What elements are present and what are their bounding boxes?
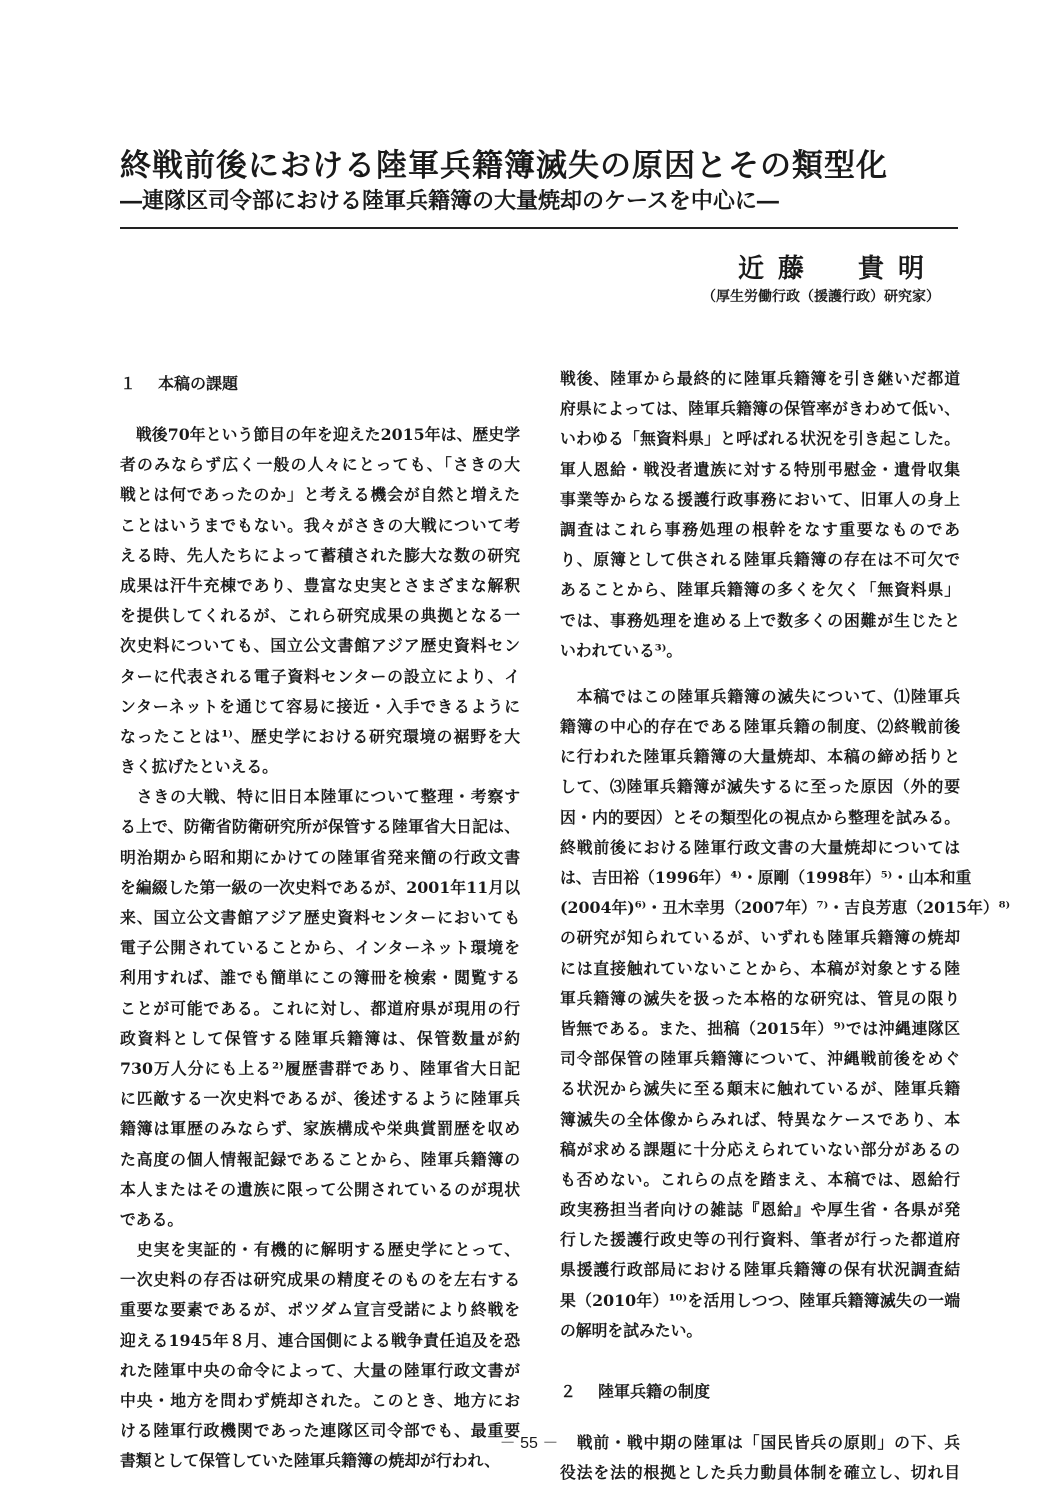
section-1-title: 本稿の課題 xyxy=(158,374,239,393)
text-line: る上で、防衛省防衛研究所が保管する陸軍省大日記は、 xyxy=(120,817,520,837)
text-line: の解明を試みたい。 xyxy=(560,1320,703,1340)
text-line: 者のみならず広く一般の人々にとっても、「さきの大 xyxy=(120,455,520,475)
text-line: 書類として保管していた陸軍兵籍簿の焼却が行われ、 xyxy=(120,1451,501,1471)
text-line: 本人またはその遺族に限って公開されているのが現状 xyxy=(120,1179,520,1199)
paper-title: 終戦前後における陸軍兵籍簿滅失の原因とその類型化 xyxy=(120,148,888,184)
text-line: 稿が求める課題に十分応えられていない部分があるの xyxy=(560,1139,960,1159)
text-line: に行われた陸軍兵籍簿の大量焼却、本稿の締め括りと xyxy=(560,747,960,767)
text-line: して、⑶陸軍兵籍簿が滅失するに至った原因（外的要 xyxy=(560,777,960,797)
page-number: － 55 － xyxy=(499,1435,559,1452)
text-line: 軍人恩給・戦没者遺族に対する特別弔慰金・遺骨収集 xyxy=(560,459,960,479)
text-line: 因・内的要因）とその類型化の視点から整理を試みる。 xyxy=(560,807,960,827)
text-line: 果（2010年）¹⁰⁾を活用しつつ、陸軍兵籍簿滅失の一端 xyxy=(560,1290,960,1310)
text-line: 成果は汗牛充棟であり、豊富な史実とさまざまな解釈 xyxy=(120,575,520,595)
text-line: 籍簿の中心的存在である陸軍兵籍の制度、⑵終戦前後 xyxy=(560,717,960,737)
text-line: 行した援護行政史等の刊行資料、筆者が行った都道府 xyxy=(560,1230,960,1250)
right-column xyxy=(560,364,1011,1488)
section-1-heading xyxy=(120,364,520,404)
text-line: では、事務処理を進める上で数多くの困難が生じたと xyxy=(560,610,960,630)
text-line: 調査はこれら事務処理の根幹をなす重要なものであ xyxy=(560,519,960,539)
text-line: 府県によっては、陸軍兵籍簿の保管率がきわめて低い、 xyxy=(560,399,960,419)
text-line: 役法を法的根拠とした兵力動員体制を確立し、切れ目 xyxy=(560,1463,960,1483)
text-line: 来、国立公文書館アジア歴史資料センターにおいても xyxy=(120,908,520,927)
text-line: 明治期から昭和期にかけての陸軍省発来簡の行政文書 xyxy=(120,847,520,867)
text-line: を編綴した第一級の一次史料であるが、2001年11月以 xyxy=(120,877,520,897)
author-affiliation: （厚生労働行政（援護行政）研究家） xyxy=(702,289,940,305)
left-column xyxy=(120,364,520,1477)
text-line: なったことは¹⁾、歴史学における研究環境の裾野を大 xyxy=(120,726,520,746)
text-line: た高度の個人情報記録であることから、陸軍兵籍簿の xyxy=(120,1149,520,1169)
text-line: 皆無である。また、拙稿（2015年）⁹⁾では沖縄連隊区 xyxy=(560,1018,960,1038)
text-line: 重要な要素であるが、ポツダム宣言受諾により終戦を xyxy=(120,1300,520,1320)
text-line: きく拡げたといえる。 xyxy=(120,757,278,777)
text-line: には直接触れていないことから、本稿が対象とする陸 xyxy=(560,958,960,978)
text-line: 730万人分にも上る²⁾履歴書群であり、陸軍省大日記 xyxy=(120,1058,520,1078)
section-2-title: 陸軍兵籍の制度 xyxy=(598,1382,711,1401)
text-line: さきの大戦、特に旧日本陸軍について整理・考察す xyxy=(120,787,520,807)
text-line: る状況から滅失に至る顛末に触れているが、陸軍兵籍 xyxy=(560,1079,960,1099)
text-line: である。 xyxy=(120,1209,184,1229)
text-line: 戦とは何であったのか」と考える機会が自然と増えた xyxy=(120,485,520,505)
text-line: 本稿ではこの陸軍兵籍簿の滅失について、⑴陸軍兵 xyxy=(560,686,960,706)
text-line: 中央・地方を問わず焼却された。このとき、地方にお xyxy=(120,1391,520,1410)
text-line: も否めない。これらの点を踏まえ、本稿では、恩給行 xyxy=(560,1169,960,1189)
text-line: いわれている³⁾。 xyxy=(560,640,683,660)
text-line: の研究が知られているが、いずれも陸軍兵籍簿の焼却 xyxy=(560,928,960,948)
right-paragraph-a xyxy=(560,364,960,666)
paper-subtitle: ―連隊区司令部における陸軍兵籍簿の大量焼却のケースを中心に― xyxy=(120,188,779,214)
text-line: 電子公開されていることから、インターネット環境を xyxy=(120,938,520,958)
text-line: いわゆる「無資料県」と呼ばれる状況を引き起こした。 xyxy=(560,429,960,449)
text-line: 終戦前後における陸軍行政文書の大量焼却については xyxy=(560,837,960,857)
text-line: ことはいうまでもない。我々がさきの大戦について考 xyxy=(120,515,520,535)
text-line: 史実を実証的・有機的に解明する歴史学にとって、 xyxy=(120,1240,520,1260)
text-line: 軍兵籍簿の滅失を扱った本格的な研究は、管見の限り xyxy=(560,988,960,1008)
section-2-heading xyxy=(560,1372,960,1412)
text-line: 籍簿は軍歴のみならず、家族構成や栄典賞罰歴を収め xyxy=(120,1119,520,1139)
text-line: ンターネットを通じて容易に接近・入手できるように xyxy=(120,696,520,716)
text-line: 戦後、陸軍から最終的に陸軍兵籍簿を引き継いだ都道 xyxy=(560,369,960,388)
right-paragraph-b xyxy=(560,682,1011,1346)
text-line: (2004年)⁶⁾・丑木幸男（2007年）⁷⁾・吉良芳恵（2015年）⁸⁾ xyxy=(560,898,1011,918)
text-line: 政資料として保管する陸軍兵籍簿は、保管数量が約 xyxy=(120,1028,520,1048)
text-line: 戦後70年という節目の年を迎えた2015年は、歴史学 xyxy=(120,425,520,444)
text-line: 戦前・戦中期の陸軍は「国民皆兵の原則」の下、兵 xyxy=(560,1433,960,1452)
text-line: は、吉田裕（1996年）⁴⁾・原剛（1998年）⁵⁾・山本和重 xyxy=(560,868,972,887)
text-line: を提供してくれるが、これら研究成果の典拠となる一 xyxy=(120,606,520,626)
section-1-body xyxy=(120,420,520,1477)
text-line: 簿滅失の全体像からみれば、特異なケースであり、本 xyxy=(560,1109,960,1129)
text-line: 政実務担当者向けの雑誌『恩給』や厚生省・各県が発 xyxy=(560,1200,960,1220)
text-line: 次史料についても、国立公文書館アジア歴史資料セン xyxy=(120,636,520,656)
text-line: 一次史料の存否は研究成果の精度そのものを左右する xyxy=(120,1270,520,1290)
text-line: れた陸軍中央の命令によって、大量の陸軍行政文書が xyxy=(120,1360,520,1380)
text-line: ターに代表される電子資料センターの設立により、イ xyxy=(120,666,520,686)
text-line: 県援護行政部局における陸軍兵籍簿の保有状況調査結 xyxy=(560,1260,960,1280)
section-2-number: ２ xyxy=(560,1382,577,1401)
text-line: ける陸軍行政機関であった連隊区司令部でも、最重要 xyxy=(120,1421,520,1441)
text-line: ことが可能である。これに対し、都道府県が現用の行 xyxy=(120,998,520,1018)
text-line: 司令部保管の陸軍兵籍簿について、沖縄戦前後をめぐ xyxy=(560,1049,960,1069)
text-line: 利用すれば、誰でも簡単にこの簿冊を検索・閲覧する xyxy=(120,968,520,988)
text-line: える時、先人たちによって蓄積された膨大な数の研究 xyxy=(120,545,520,565)
section-1-number: １ xyxy=(120,374,137,393)
text-line: 事業等からなる援護行政事務において、旧軍人の身上 xyxy=(560,489,960,509)
author-name: 近藤 貴明 xyxy=(737,254,938,284)
text-line: に匹敵する一次史料であるが、後述するように陸軍兵 xyxy=(120,1089,520,1109)
text-line: り、原簿として供される陸軍兵籍簿の存在は不可欠で xyxy=(560,550,960,570)
text-line: あることから、陸軍兵籍簿の多くを欠く「無資料県」 xyxy=(560,580,960,600)
title-rule xyxy=(120,227,958,229)
text-line: 迎える1945年８月、連合国側による戦争責任追及を恐 xyxy=(120,1330,520,1350)
